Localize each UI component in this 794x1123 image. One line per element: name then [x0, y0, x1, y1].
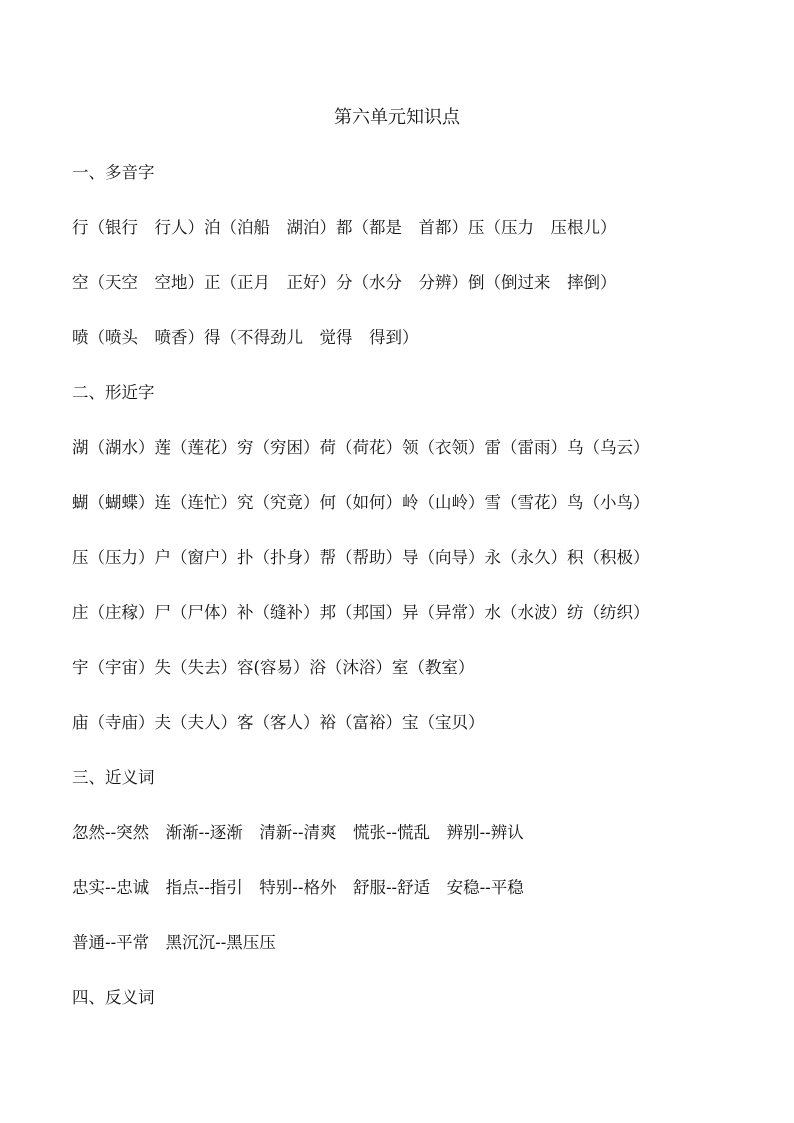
document-title: 第六单元知识点	[334, 107, 460, 128]
synonym-line-1: 忽然--突然 渐渐--逐渐 清新--清爽 慌张--慌乱 辨别--辨认	[72, 823, 524, 842]
section-heading-synonyms: 三、近义词	[72, 768, 155, 787]
similar-char-line-4: 庄（庄稼）尸（尸体）补（缝补）邦（邦国）异（异常）水（水波）纺（纺织）	[72, 603, 650, 622]
polyphone-line-3: 喷（喷头 喷香）得（不得劲儿 觉得 得到）	[72, 328, 419, 347]
section-heading-polyphones: 一、多音字	[72, 163, 155, 182]
synonym-line-2: 忠实--忠诚 指点--指引 特别--格外 舒服--舒适 安稳--平稳	[72, 878, 524, 897]
section-heading-similar-characters: 二、形近字	[72, 383, 155, 402]
polyphone-line-2: 空（天空 空地）正（正月 正好）分（水分 分辨）倒（倒过来 摔倒）	[72, 273, 617, 292]
similar-char-line-1: 湖（湖水）莲（莲花）穷（穷困）荷（荷花）领（衣领）雷（雷雨）乌（乌云）	[72, 438, 650, 457]
synonym-line-3: 普通--平常 黑沉沉--黑压压	[72, 933, 276, 952]
similar-char-line-2: 蝴（蝴蝶）连（连忙）究（究竟）何（如何）岭（山岭）雪（雪花）鸟（小鸟）	[72, 493, 650, 512]
polyphone-line-1: 行（银行 行人）泊（泊船 湖泊）都（都是 首都）压（压力 压根儿）	[72, 218, 617, 237]
section-heading-antonyms: 四、反义词	[72, 988, 155, 1007]
similar-char-line-6: 庙（寺庙）夫（夫人）客（客人）裕（富裕）宝（宝贝）	[72, 713, 485, 732]
similar-char-line-3: 压（压力）户（窗户）扑（扑身）帮（帮助）导（向导）永（永久）积（积极）	[72, 548, 650, 567]
similar-char-line-5: 宇（宇宙）失（失去）容(容易）浴（沐浴）室（教室）	[72, 658, 475, 677]
